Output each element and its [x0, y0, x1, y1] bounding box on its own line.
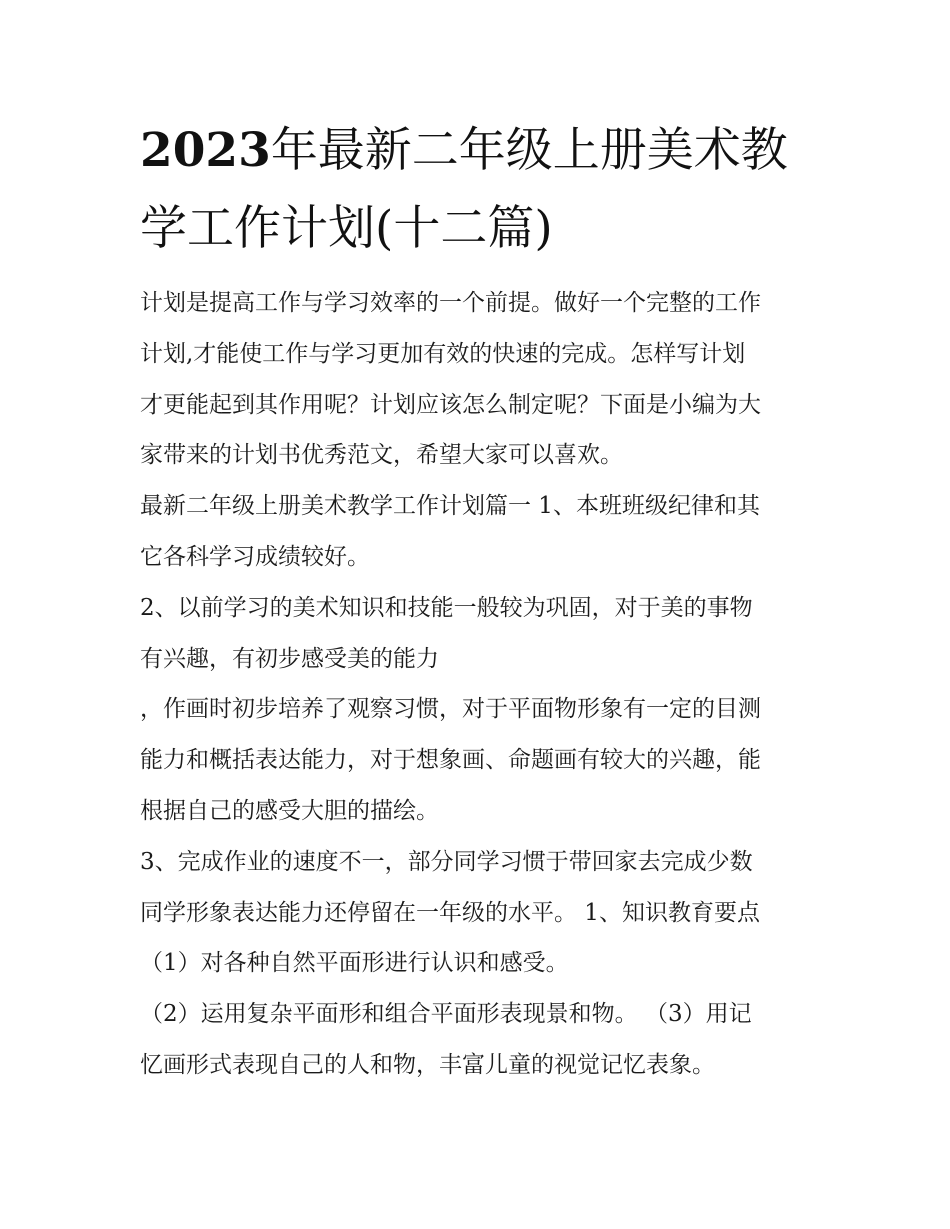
- body-line: 最新二年级上册美术教学工作计划篇一 1、本班班级纪律和其: [140, 493, 760, 520]
- body-line: 3、完成作业的速度不一，部分同学习惯于带回家去完成少数: [140, 848, 753, 875]
- body-line: 计划,才能使工作与学习更加有效的快速的完成。怎样写计划: [140, 340, 746, 367]
- body-line: ，作画时初步培养了观察习惯，对于平面物形象有一定的目测: [140, 696, 761, 723]
- body-line: 才更能起到其作用呢？计划应该怎么制定呢？下面是小编为大: [140, 391, 761, 418]
- body-line: 根据自己的感受大胆的描绘。: [140, 797, 439, 824]
- body-line: 它各科学习成绩较好。: [140, 543, 370, 570]
- body-line: 忆画形式表现自己的人和物，丰富儿童的视觉记忆表象。: [140, 1051, 715, 1078]
- body-line: 2、以前学习的美术知识和技能一般较为巩固，对于美的事物: [140, 594, 753, 621]
- body-line: 家带来的计划书优秀范文，希望大家可以喜欢。: [140, 442, 623, 469]
- title-year: 2023: [140, 123, 271, 178]
- body-line: （1）对各种自然平面形进行认识和感受。: [140, 950, 569, 977]
- title-line-1-text: 年最新二年级上册美术教: [270, 123, 788, 178]
- body-line: 有兴趣，有初步感受美的能力: [140, 645, 439, 672]
- document-title: [140, 112, 820, 268]
- body-line: 能力和概括表达能力，对于想象画、命题画有较大的兴趣，能: [140, 747, 761, 774]
- title-line-2-text: 学工作计划(十二篇): [140, 201, 553, 256]
- document-body: [140, 278, 820, 1091]
- body-line: 同学形象表达能力还停留在一年级的水平。 1、知识教育要点: [140, 899, 760, 926]
- body-line: （2）运用复杂平面形和组合平面形表现景和物。 （3）用记: [140, 1001, 752, 1028]
- body-line: 计划是提高工作与学习效率的一个前提。做好一个完整的工作: [140, 290, 761, 316]
